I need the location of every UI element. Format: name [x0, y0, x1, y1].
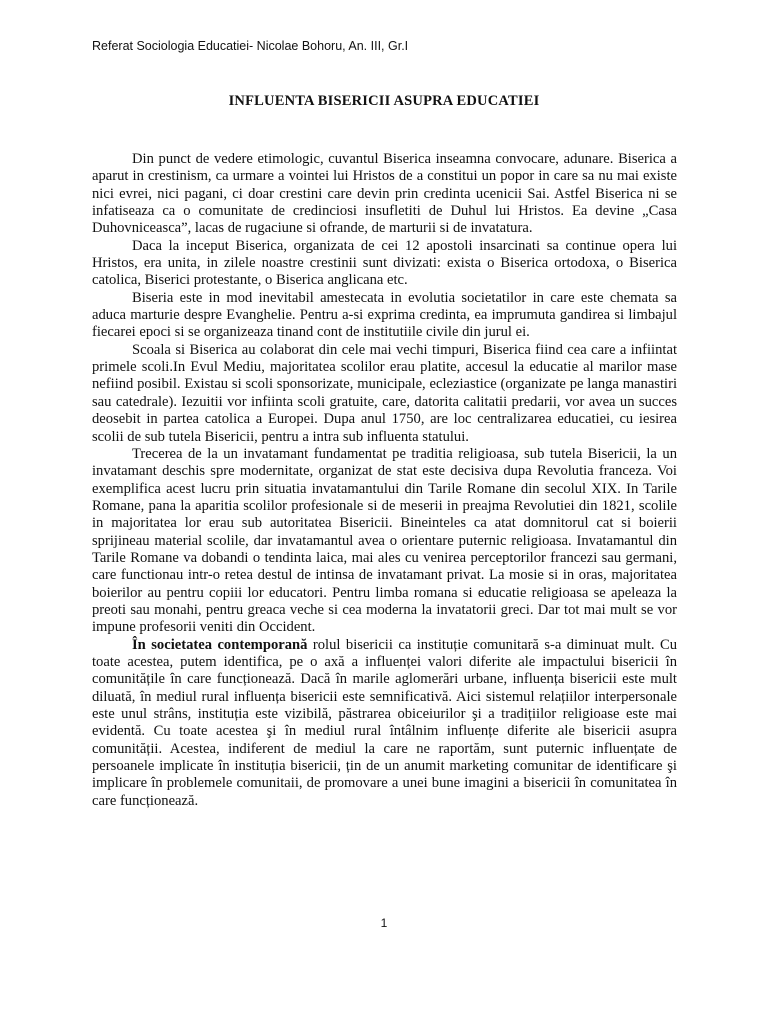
- paragraph-etymology: Din punct de vedere etimologic, cuvantul Biserica inseamna convocare, adunare. Biserica a aparut in crestinism, ca urmare a vointei lui Hristos de a constitui un popor in care sa nu mai existe nici evrei, nici pagani, ci doar crestini care devin prin credinta ucenicii Sai. Astfel Biserica ni se infatiseaza ca o comunitate de credinciosi insufletiti de Duhul lui Hristos. Ea devine „Casa Duhovniceasca”, lacas de rugaciune si ofrande, de marturii si de invatatura.: [92, 151, 677, 237]
- page-number: 1: [380, 916, 388, 930]
- document-title: INFLUENTA BISERICII ASUPRA EDUCATIEI: [228, 93, 540, 109]
- page-header: Referat Sociologia Educatiei- Nicolae Bohoru, An. III, Gr.I: [92, 39, 409, 53]
- paragraph-contemporary: [92, 637, 677, 810]
- paragraph-transition: Trecerea de la un invatamant fundamentat pe traditia religioasa, sub tutela Bisericii, la un invatamant deschis spre modernitate, organizat de stat este decisiva dupa Revolutia franceza. Voi exemplifica acest lucru prin situatia invatamantului din Tarile Romane din secolul XIX. In Tarile Romane, pana la aparitia scolilor profesionale si de meserii in preajma Revolutiei din 1821, scolile in majoritatea lor erau sub autoritatea Bisericii. Bineinteles ca atat domnitorul cat si boierii sprijineau material scolile, dar invatamantul avea o orientare puternic religioasa. Invatamantul din Tarile Romane va dobandi o tendinta laica, mai ales cu venirea perceptorilor francezi sau germani, care functionau intr-o retea destul de intinsa de invatamant privat. La mosie si in oras, majoritatea boierilor au pentru copiii lor educatori. Pentru limba romana si educatie religioasa se apeleaza la preoti sau monahi, pentru greaca veche si cea moderna la invatatorii greci. Dar tot mai mult se vor impune profesorii veniti din Occident.: [92, 445, 677, 636]
- paragraph-society: Biseria este in mod inevitabil amestecata in evolutia societatilor in care este chemata sa aduca marturie despre Evanghelie. Pentru a-si exprima credinta, ea imprumuta gandirea si limbajul fiecarei epoci si se organizeaza tinand cont de institutiile civile din jurul ei.: [92, 289, 677, 341]
- paragraph-division: Daca la inceput Biserica, organizata de cei 12 apostoli insarcinati sa continue opera lui Hristos, era unita, in zilele noastre crestinii sunt divizati: exista o Biserica ortodoxa, o Biserica catolica, Biserici protestante, o Biserica anglicana etc.: [92, 237, 677, 289]
- paragraph-rest: rolul bisericii ca instituție comunitară s-a diminuat mult. Cu toate acestea, putem identifica, pe o axă a influenței valori diferite ale impactului bisericii în comunitățile în care funcționează. Dacă în marile aglomerări urbane, influența bisericii este mult diluată, în mediul rural influența bisericii este semnificativă. Aici sistemul relațiilor interpersonale este unul strâns, instituția este vizibilă, păstrarea obiceiurilor şi a tradițiilor religioase este mai evidentă. Cu toate acestea şi în mediul rural întâlnim influențe diferite ale bisericii asupra comunității. Acestea, indiferent de mediul la care ne raportăm, sunt puternic influențate de persoanele implicate în instituția bisericii, țin de un anumit marketing comunitar de identificare şi implicare în problemele comunitaii, de promovare a unei bune imagini a bisericii în comunitatea în care funcționează.: [92, 636, 678, 809]
- document-body: [92, 151, 677, 810]
- paragraph-bold-lead: În societatea contemporană: [132, 636, 308, 653]
- paragraph-school-church: Scoala si Biserica au colaborat din cele mai vechi timpuri, Biserica fiind cea care a infiintat primele scoli.In Evul Mediu, majoritatea scolilor erau platite, accesul la educatie al marilor mase nefiind posibil. Existau si scoli sponsorizate, municipale, ecleziastice (organizate pe langa manastiri sau catedrale). Iezuitii vor infiinta scoli gratuite, care, datorita calitatii predarii, vor avea un succes deosebit in partea catolica a Europei. Dupa anul 1750, are loc centralizarea educatiei, cu iesirea scolii de sub tutela Bisericii, pentru a intra sub influenta statului.: [92, 341, 677, 445]
